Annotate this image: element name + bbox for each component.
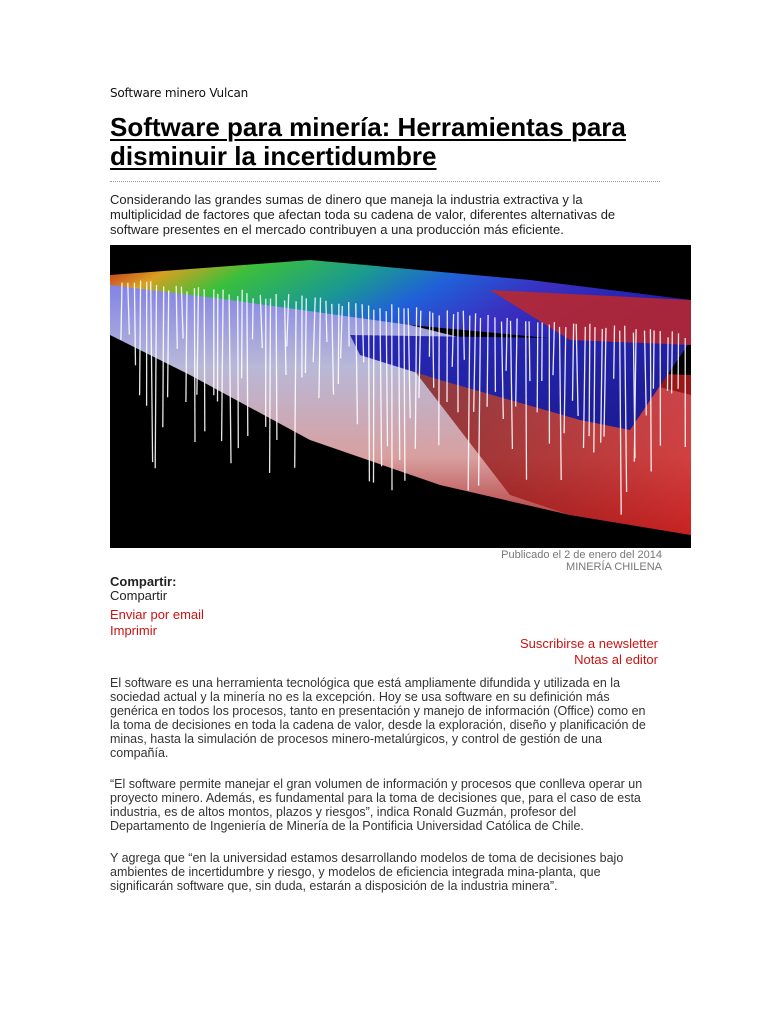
drillhole-line [650,329,651,471]
print-link[interactable]: Imprimir [110,623,157,638]
article-lead: Considerando las grandes sumas de dinero que maneja la industria extractiva y la multiplicidad de factores que afectan toda su cadena de valor, diferentes alternativas de software presentes en el mercado contribuyen a una producción más eficiente. [110,192,616,237]
drillhole-line [238,296,239,448]
drillhole-line [537,322,538,412]
drillhole-line [529,321,530,381]
drillhole-line [270,299,271,474]
drillhole-line [369,306,370,482]
share-label: Compartir [110,588,168,603]
body-paragraph: El software es una herramienta tecnológica que está ampliamente difundida y utilizada en la sociedad actual y la minería no es la excepción. Hoy se usa software en su definición más genérica en todos los procesos, tanto en presentación y manejo de información (Office) como en la toma de decisiones en toda la cadena de valor, desde la exploración, diseño y planificación de minas, hasta la simulación de procesos minero-metalúrgicos, y control de gestión de una compañía. [110,676,646,760]
share-heading: Compartir: [110,574,177,589]
body-paragraph: Y agrega que “en la universidad estamos desarrollando modelos de toma de decisiones bajo ambientes de incertidumbre y riesgo, y modelos de eficiencia integrada mina-planta, que significarán software que, sin duda, estarán a disposición de la industria minera”. [110,851,624,893]
newsletter-link[interactable]: Suscribirse a newsletter [520,636,658,651]
drillhole-line [653,331,654,389]
publish-date: Publicado el 2 de enero del 2014 [501,549,662,561]
drillhole-line [276,294,277,440]
drillhole-line [247,293,248,436]
body-paragraph: “El software permite manejar el gran volumen de información y procesos que conlleva operar un proyecto minero. Además, es fundamental para la toma de decisiones que, para el caso de esta industria, es de altos montos, plazos y riesgos”, indica Ronald Guzmán, profesor del Departamento de Ingeniería de Minería de la Pontificia Universidad Católica de Chile. [110,777,643,833]
title-divider [110,181,660,182]
drillhole-line [163,287,164,428]
editor-notes-link[interactable]: Notas al editor [574,652,658,667]
drillhole-line [253,298,254,339]
document-header: Software minero Vulcan [110,86,249,100]
drillhole-line [614,326,615,379]
drillhole-line [589,324,590,436]
drillhole-line [305,298,306,373]
drillhole-line [526,321,527,480]
drillhole-line [242,290,243,379]
publish-source: MINERÍA CHILENA [566,561,662,573]
drillhole-line [194,288,195,442]
drillhole-line [668,337,669,390]
hero-image [110,245,691,548]
article-title: Software para minería: Herramientas para disminuir la incertidumbre [110,112,626,171]
email-link[interactable]: Enviar por email [110,607,204,622]
drillhole-line [204,289,205,431]
drillhole-line [404,308,405,480]
drillhole-line [672,331,673,393]
drillhole-line [495,317,496,392]
geological-model-illustration [110,245,691,548]
drillhole-line [338,304,339,384]
